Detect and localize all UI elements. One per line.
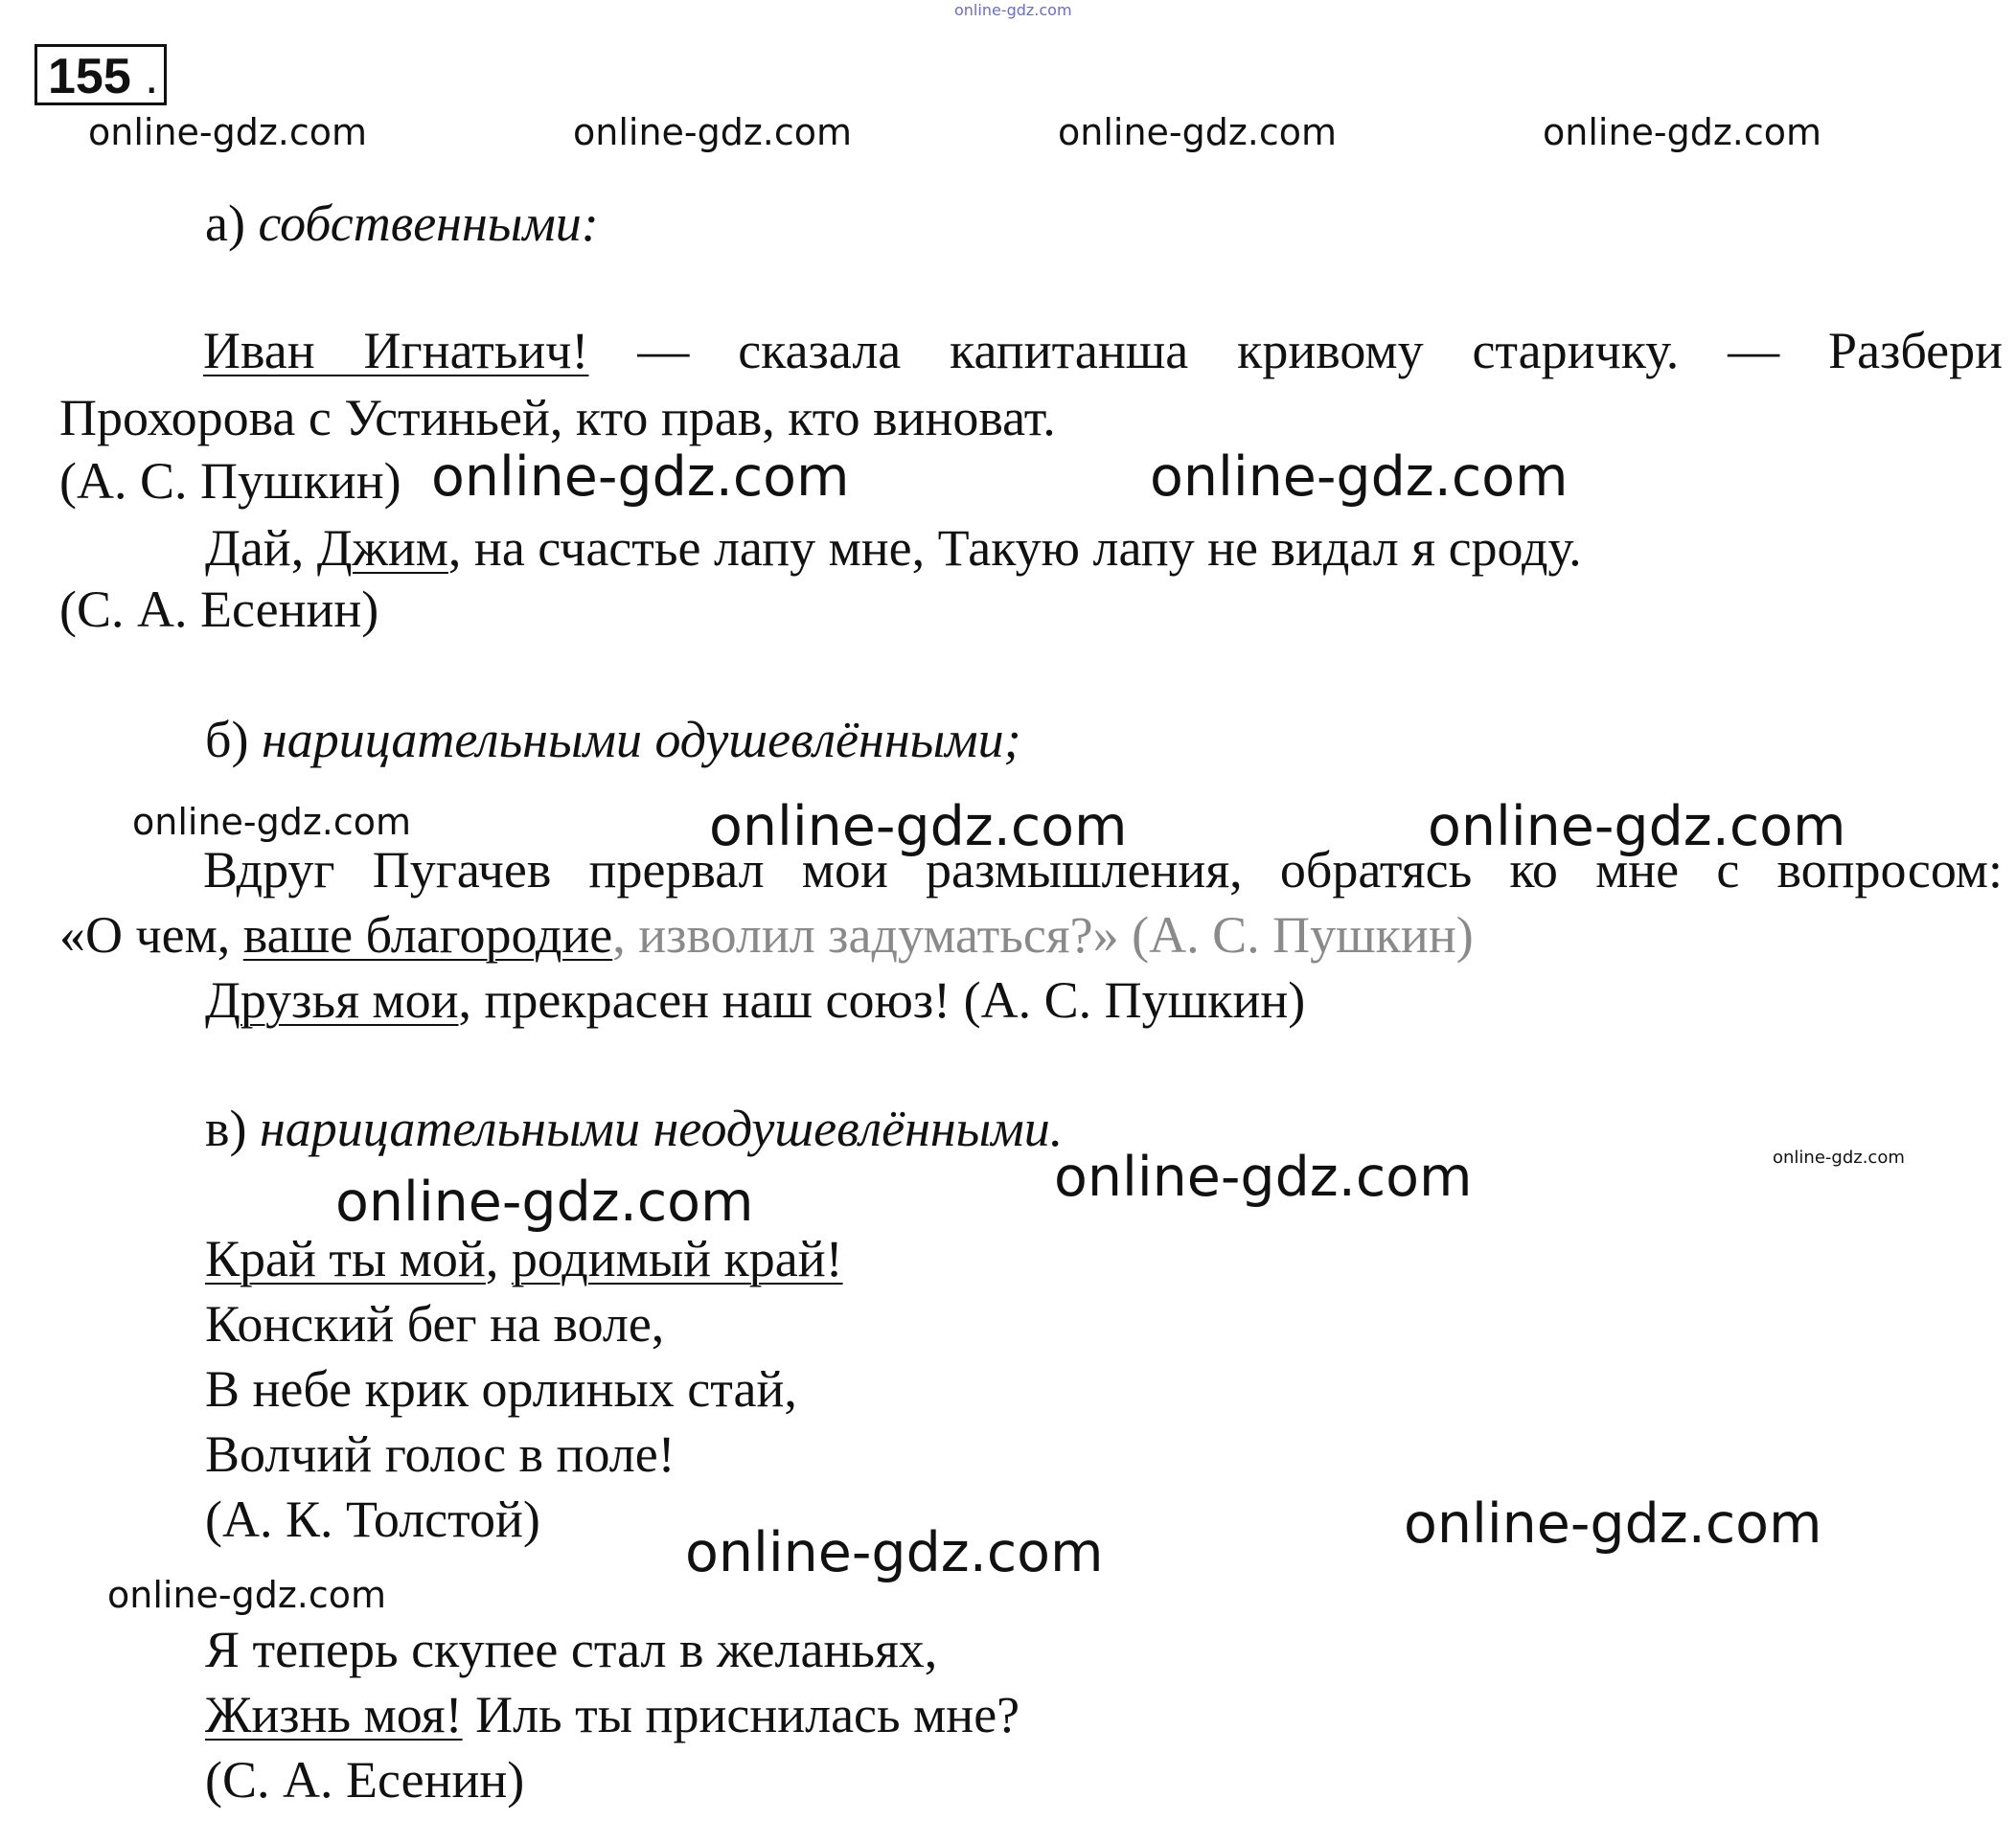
addressee: Друзья мои [205, 971, 459, 1029]
quote-text: , [485, 1230, 499, 1287]
quote-text: , на счастье лапу мне, Такую лапу не видал я сроду. [447, 519, 1582, 577]
watermark: online-gdz.com [431, 445, 850, 509]
watermark: online-gdz.com [1404, 1492, 1822, 1556]
quote-author: (С. А. Есенин) [59, 580, 379, 638]
quote-text: , изволил задуматься?» (А. С. Пушкин) [612, 906, 1474, 964]
addressee: ваше благородие [242, 906, 613, 964]
section-b-quote1-line1: Вдруг Пугачев прервал мои размышления, обратясь ко мне с вопросом: [203, 841, 2003, 899]
watermark: online-gdz.com [1058, 111, 1338, 153]
quote-text: «О чем, [59, 906, 231, 964]
watermark: online-gdz.com [1150, 445, 1569, 509]
section-a-heading [205, 193, 599, 254]
addressee: Край ты мой [205, 1230, 486, 1287]
top-watermark: online-gdz.com [954, 1, 1072, 19]
poem1-line1 [205, 1228, 843, 1289]
quote-text: Дай, [205, 519, 305, 577]
section-a-title-punct: : [581, 194, 599, 252]
section-c-title-punct: . [1049, 1100, 1064, 1157]
section-c-title: нарицательными неодушевлёнными [259, 1100, 1050, 1157]
watermark: online-gdz.com [107, 1574, 387, 1616]
watermark: online-gdz.com [88, 111, 368, 153]
quote-author: (А. С. Пушкин) [59, 452, 401, 510]
section-b-quote2 [205, 969, 1305, 1031]
addressee: Жизнь моя! [205, 1686, 463, 1743]
section-b-label: б) [205, 711, 249, 768]
section-a-label: а) [205, 194, 245, 252]
watermark: online-gdz.com [709, 795, 1128, 858]
exercise-number: 155 [48, 49, 131, 104]
watermark: online-gdz.com [685, 1521, 1104, 1584]
section-a-title: собственными [258, 194, 582, 252]
watermark: online-gdz.com [335, 1171, 754, 1234]
section-a-quote2 [205, 517, 1582, 579]
watermark: online-gdz.com [1773, 1148, 1905, 1168]
section-a-quote1-line2: Прохорова с Устиньей, кто прав, кто виноват. [59, 389, 1056, 446]
poem2-line1: Я теперь скупее стал в желаньях, [205, 1621, 938, 1678]
exercise-number-dot: . [145, 49, 159, 104]
addressee: родимый край! [511, 1230, 843, 1287]
section-b-title-punct: ; [1003, 711, 1021, 768]
quote-text: , прекрасен наш союз! (А. С. Пушкин) [458, 971, 1306, 1029]
section-c-heading [205, 1098, 1063, 1159]
poem1-line4: Волчий голос в поле! [205, 1425, 676, 1483]
quote-author: (А. К. Толстой) [205, 1491, 540, 1548]
quote-text: — сказала капитанша кривому старичку. — Разбери [637, 322, 2003, 379]
watermark: online-gdz.com [132, 801, 412, 843]
section-a-quote1-line1 [59, 320, 2003, 381]
section-b-title: нарицательными одушевлёнными [261, 711, 1004, 768]
watermark: online-gdz.com [1543, 111, 1822, 153]
poem1-line2: Конский бег на воле, [205, 1295, 665, 1353]
watermark: online-gdz.com [573, 111, 853, 153]
watermark: online-gdz.com [1428, 795, 1846, 858]
section-b-heading [205, 709, 1021, 770]
section-c-label: в) [205, 1100, 247, 1157]
watermark: online-gdz.com [1054, 1146, 1473, 1209]
section-b-quote1-line2 [59, 904, 1474, 966]
poem1-line3: В небе крик орлиных стай, [205, 1360, 797, 1418]
quote-author: (С. А. Есенин) [205, 1751, 525, 1809]
quote-text: Иль ты приснилась мне? [462, 1686, 1020, 1743]
poem2-line2 [205, 1684, 1019, 1745]
addressee: Джим [316, 519, 448, 577]
addressee: Иван Игнатьич! [203, 322, 589, 379]
